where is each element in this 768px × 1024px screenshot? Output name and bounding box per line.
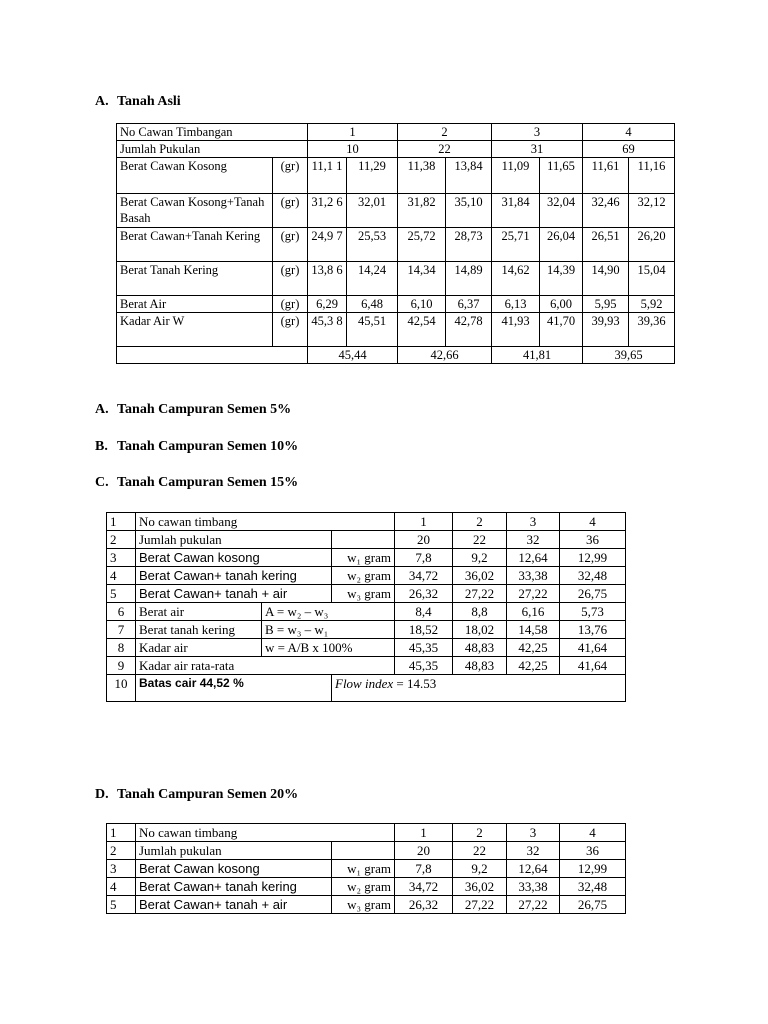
table-cell: 48,83 (453, 639, 507, 657)
batas-cair: Batas cair 44,52 % (136, 675, 332, 702)
table-cell: 7,8 (395, 860, 453, 878)
table-cell: 36 (560, 842, 626, 860)
table-cell: 26,32 (395, 896, 453, 914)
table-row (117, 347, 675, 364)
table-cell: 27,22 (453, 896, 507, 914)
pukulan-value: 31 (492, 141, 583, 158)
row-number: 2 (107, 531, 136, 549)
row-number: 5 (107, 585, 136, 603)
table-cell: 6,48 (347, 296, 398, 313)
header-label: No Cawan Timbangan (117, 124, 308, 141)
row-label: Berat Cawan kosong (136, 549, 332, 567)
table-cell: 20 (395, 842, 453, 860)
row-label: Kadar Air W (117, 313, 273, 347)
table-cell: 32,01 (347, 194, 398, 228)
table-cell: 36 (560, 531, 626, 549)
row-label: Kadar air (136, 639, 262, 657)
table-cell: 12,99 (560, 549, 626, 567)
section-letter: D. (95, 787, 109, 802)
row-unit: (gr) (273, 228, 308, 262)
table-cell: 12,99 (560, 860, 626, 878)
table-row (107, 657, 626, 675)
table-cell: 15,04 (629, 262, 675, 296)
table-cell: 4 (560, 513, 626, 531)
row-label: Berat Cawan+ tanah + air (136, 585, 332, 603)
table-cell: 41,64 (560, 639, 626, 657)
table-cell: 5,73 (560, 603, 626, 621)
section-title: Tanah Asli (117, 94, 181, 109)
section-letter: A. (95, 402, 109, 417)
table-cell: 1 (395, 513, 453, 531)
row-label: Berat Cawan+ tanah kering (136, 878, 332, 896)
row-label: Jumlah Pukulan (117, 141, 308, 158)
flow-index-value: = 14.53 (393, 676, 437, 691)
section-title: Tanah Campuran Semen 5% (117, 402, 292, 417)
table-cell: 11,61 (583, 158, 629, 194)
table-cell: 25,71 (492, 228, 540, 262)
table-cell: 41,64 (560, 657, 626, 675)
table-cell: 3 (507, 513, 560, 531)
table-cell: 6,00 (540, 296, 583, 313)
table-row (107, 513, 626, 531)
average-value: 41,81 (492, 347, 583, 364)
table-cell: 32,46 (583, 194, 629, 228)
table-cell: 42,78 (446, 313, 492, 347)
row-label: Berat tanah kering (136, 621, 262, 639)
row-label: Kadar air rata-rata (136, 657, 395, 675)
row-unit: (gr) (273, 194, 308, 228)
table-cell: 27,22 (507, 896, 560, 914)
row-label: No cawan timbang (136, 513, 395, 531)
section-title: Tanah Campuran Semen 20% (117, 787, 299, 802)
row-unit: w₁ gram (332, 549, 395, 567)
average-value: 39,65 (583, 347, 675, 364)
table-cell: 12,64 (507, 549, 560, 567)
table-cell: 45,3 8 (308, 313, 347, 347)
row-unit: (gr) (273, 313, 308, 347)
table-cell: 33,38 (507, 878, 560, 896)
table-cell: 9,2 (453, 860, 507, 878)
table-cell: 14,62 (492, 262, 540, 296)
table-cell: 26,75 (560, 896, 626, 914)
row-label: Berat Cawan+ tanah kering (136, 567, 332, 585)
table-row (107, 531, 626, 549)
section-letter: A. (95, 94, 109, 109)
table-semen-15 (106, 512, 626, 702)
row-unit: w₃ gram (332, 585, 395, 603)
row-unit: w₂ gram (332, 567, 395, 585)
flow-index (332, 675, 626, 702)
table-cell: 35,10 (446, 194, 492, 228)
table-cell: 14,90 (583, 262, 629, 296)
table-row (107, 585, 626, 603)
table-cell: 6,13 (492, 296, 540, 313)
table-cell: 8,4 (395, 603, 453, 621)
table-row (107, 603, 626, 621)
table-cell: 42,25 (507, 639, 560, 657)
section-heading-semen-10 (95, 439, 298, 455)
table-cell: 11,38 (398, 158, 446, 194)
section-heading-semen-20 (95, 787, 298, 803)
table-cell: 26,51 (583, 228, 629, 262)
table-row (107, 639, 626, 657)
section-title: Tanah Campuran Semen 15% (117, 475, 299, 490)
table-cell: 13,76 (560, 621, 626, 639)
table-cell: 36,02 (453, 878, 507, 896)
table-cell: 41,70 (540, 313, 583, 347)
table-cell: 27,22 (507, 585, 560, 603)
row-label: No cawan timbang (136, 824, 395, 842)
empty-cell (332, 842, 395, 860)
table-cell: 14,58 (507, 621, 560, 639)
row-formula: w = A/B x 100% (262, 639, 395, 657)
table-cell: 24,9 7 (308, 228, 347, 262)
table-row (107, 860, 626, 878)
table-row (107, 549, 626, 567)
table-cell: 14,89 (446, 262, 492, 296)
table-row (117, 296, 675, 313)
section-heading-semen-5 (95, 402, 291, 418)
table-row (117, 158, 675, 194)
table-cell: 11,09 (492, 158, 540, 194)
table-cell: 26,32 (395, 585, 453, 603)
table-cell: 36,02 (453, 567, 507, 585)
table-row (107, 621, 626, 639)
table-cell: 12,64 (507, 860, 560, 878)
table-cell: 6,10 (398, 296, 446, 313)
row-label: Jumlah pukulan (136, 842, 332, 860)
table-cell: 20 (395, 531, 453, 549)
table-cell: 31,2 6 (308, 194, 347, 228)
table-row (117, 313, 675, 347)
pukulan-value: 22 (398, 141, 492, 158)
table-cell: 6,16 (507, 603, 560, 621)
table-cell: 28,73 (446, 228, 492, 262)
table-cell: 13,8 6 (308, 262, 347, 296)
row-number: 10 (107, 675, 136, 702)
table-row (107, 878, 626, 896)
table-row (107, 567, 626, 585)
table-cell: 42,54 (398, 313, 446, 347)
row-number: 4 (107, 878, 136, 896)
flow-index-label: Flow index (335, 676, 394, 691)
row-unit: (gr) (273, 262, 308, 296)
table-cell: 27,22 (453, 585, 507, 603)
empty-cell (117, 347, 308, 364)
group-header: 1 (308, 124, 398, 141)
table-cell: 6,37 (446, 296, 492, 313)
row-label: Berat Air (117, 296, 273, 313)
section-letter: C. (95, 475, 109, 490)
table-cell: 26,04 (540, 228, 583, 262)
table-cell: 26,75 (560, 585, 626, 603)
empty-cell (332, 531, 395, 549)
table-cell: 32,04 (540, 194, 583, 228)
table-cell: 8,8 (453, 603, 507, 621)
table-row (107, 896, 626, 914)
table-cell: 34,72 (395, 567, 453, 585)
row-label: Berat Cawan+Tanah Kering (117, 228, 273, 262)
table-cell: 45,35 (395, 639, 453, 657)
table-cell: 9,2 (453, 549, 507, 567)
table-row (117, 262, 675, 296)
table-cell: 32 (507, 531, 560, 549)
row-number: 8 (107, 639, 136, 657)
table-cell: 3 (507, 824, 560, 842)
table-tanah-asli (116, 123, 675, 364)
row-number: 9 (107, 657, 136, 675)
section-title: Tanah Campuran Semen 10% (117, 439, 299, 454)
table-cell: 13,84 (446, 158, 492, 194)
table-cell: 41,93 (492, 313, 540, 347)
table-cell: 22 (453, 842, 507, 860)
table-row (117, 194, 675, 228)
table-cell: 32,12 (629, 194, 675, 228)
table-cell: 31,84 (492, 194, 540, 228)
table-cell: 2 (453, 513, 507, 531)
row-unit: w₃ gram (332, 896, 395, 914)
row-number: 1 (107, 824, 136, 842)
table-cell: 2 (453, 824, 507, 842)
table-cell: 11,16 (629, 158, 675, 194)
row-number: 3 (107, 549, 136, 567)
table-row (107, 842, 626, 860)
row-number: 4 (107, 567, 136, 585)
pukulan-value: 10 (308, 141, 398, 158)
table-row (107, 675, 626, 702)
table-cell: 45,51 (347, 313, 398, 347)
group-header: 2 (398, 124, 492, 141)
row-label: Berat Tanah Kering (117, 262, 273, 296)
row-label: Berat Cawan Kosong (117, 158, 273, 194)
row-number: 3 (107, 860, 136, 878)
table-row (117, 228, 675, 262)
table-cell: 32 (507, 842, 560, 860)
row-unit: (gr) (273, 158, 308, 194)
table-cell: 26,20 (629, 228, 675, 262)
section-heading-tanah-asli (95, 94, 181, 110)
row-number: 6 (107, 603, 136, 621)
table-cell: 25,72 (398, 228, 446, 262)
average-value: 45,44 (308, 347, 398, 364)
table-cell: 4 (560, 824, 626, 842)
table-cell: 5,95 (583, 296, 629, 313)
table-cell: 14,24 (347, 262, 398, 296)
table-semen-20 (106, 823, 626, 914)
table-cell: 5,92 (629, 296, 675, 313)
table-row (117, 124, 675, 141)
table-cell: 18,02 (453, 621, 507, 639)
table-cell: 39,36 (629, 313, 675, 347)
row-label: Jumlah pukulan (136, 531, 332, 549)
average-value: 42,66 (398, 347, 492, 364)
row-unit: (gr) (273, 296, 308, 313)
table-row (117, 141, 675, 158)
table-cell: 11,65 (540, 158, 583, 194)
table-cell: 48,83 (453, 657, 507, 675)
row-unit: w₂ gram (332, 878, 395, 896)
table-cell: 6,29 (308, 296, 347, 313)
table-cell: 33,38 (507, 567, 560, 585)
table-cell: 1 (395, 824, 453, 842)
table-cell: 31,82 (398, 194, 446, 228)
table-cell: 14,39 (540, 262, 583, 296)
section-letter: B. (95, 439, 108, 454)
table-cell: 14,34 (398, 262, 446, 296)
section-heading-semen-15 (95, 475, 298, 491)
table-cell: 32,48 (560, 878, 626, 896)
group-header: 3 (492, 124, 583, 141)
row-formula: B = w₃ – w₁ (262, 621, 395, 639)
row-formula: A = w₂ – w₃ (262, 603, 395, 621)
row-number: 7 (107, 621, 136, 639)
table-cell: 11,1 1 (308, 158, 347, 194)
pukulan-value: 69 (583, 141, 675, 158)
row-label: Berat Cawan kosong (136, 860, 332, 878)
table-cell: 11,29 (347, 158, 398, 194)
group-header: 4 (583, 124, 675, 141)
row-number: 2 (107, 842, 136, 860)
row-label: Berat air (136, 603, 262, 621)
row-label: Berat Cawan+ tanah + air (136, 896, 332, 914)
table-cell: 25,53 (347, 228, 398, 262)
table-cell: 7,8 (395, 549, 453, 567)
row-number: 1 (107, 513, 136, 531)
table-cell: 18,52 (395, 621, 453, 639)
row-number: 5 (107, 896, 136, 914)
row-label: Berat Cawan Kosong+Tanah Basah (117, 194, 273, 228)
table-cell: 22 (453, 531, 507, 549)
table-cell: 45,35 (395, 657, 453, 675)
table-cell: 32,48 (560, 567, 626, 585)
table-cell: 39,93 (583, 313, 629, 347)
table-cell: 42,25 (507, 657, 560, 675)
table-cell: 34,72 (395, 878, 453, 896)
table-row (107, 824, 626, 842)
row-unit: w₁ gram (332, 860, 395, 878)
